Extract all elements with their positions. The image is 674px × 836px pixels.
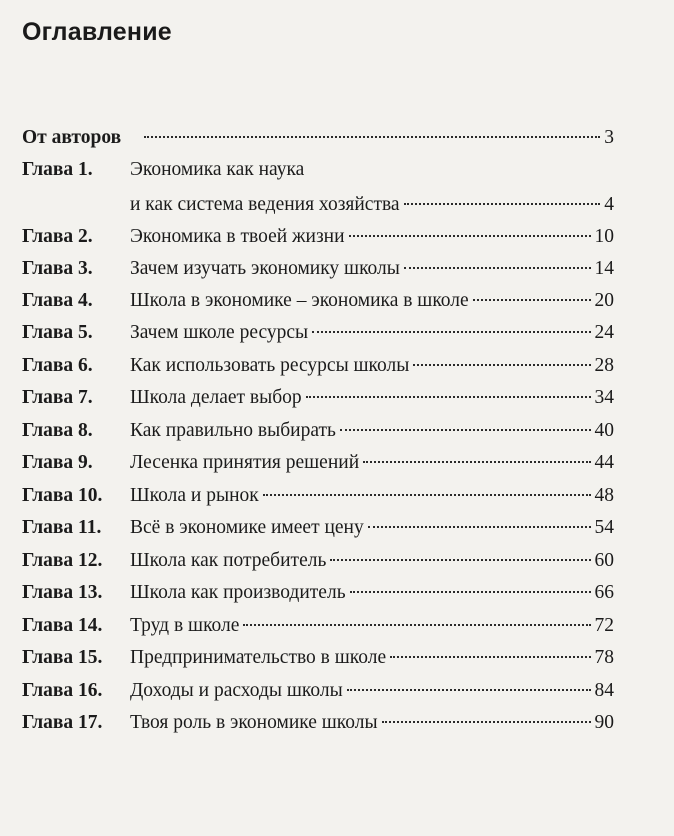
dot-leader	[340, 429, 591, 431]
dot-leader	[349, 235, 591, 237]
toc-entry-title: Школа и рынок	[130, 485, 259, 506]
toc-page-number: 14	[594, 258, 614, 279]
toc-entry-label: Глава 13.	[22, 582, 103, 603]
dot-leader	[368, 526, 591, 528]
toc-page-number: 54	[594, 517, 614, 538]
toc-entry-intro[interactable]	[22, 125, 614, 151]
toc-entry-title: Предпринимательство в школе	[130, 647, 387, 668]
dot-leader	[363, 461, 590, 463]
toc-entry-title: Школа как потребитель	[130, 550, 327, 571]
toc-entry-chapter-3[interactable]	[22, 256, 614, 282]
toc-entry-label: Глава 15.	[22, 647, 103, 668]
toc-entry-label: Глава 16.	[22, 680, 103, 701]
toc-entry-chapter-1[interactable]	[22, 157, 614, 183]
dot-leader	[404, 267, 591, 269]
toc-entry-chapter-14[interactable]	[22, 613, 614, 639]
toc-entry-chapter-9[interactable]	[22, 450, 614, 476]
toc-page-number: 40	[594, 420, 614, 441]
toc-entry-label: Глава 7.	[22, 387, 93, 408]
toc-entry-title: Как правильно выбирать	[130, 420, 336, 441]
toc-entry-chapter-13[interactable]	[22, 580, 614, 606]
toc-entry-title: Твоя роль в экономике школы	[130, 712, 378, 733]
toc-entry-label: Глава 5.	[22, 322, 93, 343]
toc-entry-chapter-6[interactable]	[22, 353, 614, 379]
toc-entry-title: Школа как производитель	[130, 582, 346, 603]
toc-page-number: 84	[594, 680, 614, 701]
toc-entry-label: Глава 3.	[22, 258, 93, 279]
toc-entry-label: Глава 8.	[22, 420, 93, 441]
toc-entry-title: и как система ведения хозяйства	[130, 194, 400, 215]
toc-entry-title: Экономика в твоей жизни	[130, 226, 345, 247]
toc-entry-chapter-17[interactable]	[22, 710, 614, 736]
toc-entry-title: Как использовать ресурсы школы	[130, 355, 410, 376]
dot-leader	[263, 494, 591, 496]
toc-page-number: 10	[594, 226, 614, 247]
toc-entry-label: Глава 17.	[22, 712, 103, 733]
toc-entry-chapter-8[interactable]	[22, 418, 614, 444]
toc-entry-label: Глава 9.	[22, 452, 93, 473]
toc-entry-label: Глава 6.	[22, 355, 93, 376]
toc-entry-label: Глава 12.	[22, 550, 103, 571]
toc-entry-chapter-5[interactable]	[22, 320, 614, 346]
toc-entry-title: Всё в экономике имеет цену	[130, 517, 364, 538]
toc-entry-title: Зачем школе ресурсы	[130, 322, 309, 343]
toc-entry-chapter-10[interactable]	[22, 483, 614, 509]
toc-page-number: 90	[594, 712, 614, 733]
dot-leader	[350, 591, 591, 593]
page-title: Оглавление	[22, 18, 172, 46]
toc-entry-title: Экономика как наука	[130, 159, 305, 180]
toc-entry-title: Зачем изучать экономику школы	[130, 258, 400, 279]
toc-entry-chapter-2[interactable]	[22, 224, 614, 250]
toc-entry-title: Доходы и расходы школы	[130, 680, 343, 701]
dot-leader	[347, 689, 591, 691]
dot-leader	[144, 136, 600, 138]
dot-leader	[382, 721, 591, 723]
toc-entry-title: Школа в экономике – экономика в школе	[130, 290, 469, 311]
toc-page-number: 60	[594, 550, 614, 571]
toc-entry-label: От авторов	[22, 127, 122, 148]
toc-entry-chapter-15[interactable]	[22, 645, 614, 671]
toc-entry-chapter-16[interactable]	[22, 678, 614, 704]
dot-leader	[312, 331, 590, 333]
toc-page-number: 28	[594, 355, 614, 376]
toc-page-number: 44	[594, 452, 614, 473]
toc-entry-label: Глава 2.	[22, 226, 93, 247]
toc-page-number: 20	[594, 290, 614, 311]
toc-entry-chapter-7[interactable]	[22, 385, 614, 411]
toc-entry-title: Труд в школе	[130, 615, 240, 636]
toc-entry-title: Лесенка принятия решений	[130, 452, 360, 473]
toc-page-number: 4	[604, 194, 614, 215]
toc-entry-chapter-4[interactable]	[22, 288, 614, 314]
dot-leader	[413, 364, 590, 366]
toc-entry-title: Школа делает выбор	[130, 387, 302, 408]
toc-entry-chapter-1-continued[interactable]	[22, 192, 614, 218]
toc-page-number: 48	[594, 485, 614, 506]
toc-page-number: 78	[594, 647, 614, 668]
toc-entry-label: Глава 14.	[22, 615, 103, 636]
dot-leader	[330, 559, 590, 561]
dot-leader	[390, 656, 590, 658]
toc-page-number: 3	[604, 127, 614, 148]
toc-page-number: 34	[594, 387, 614, 408]
toc-entry-label: Глава 10.	[22, 485, 103, 506]
toc-entry-chapter-12[interactable]	[22, 548, 614, 574]
toc-entry-chapter-11[interactable]	[22, 515, 614, 541]
dot-leader	[243, 624, 590, 626]
toc-page-number: 72	[594, 615, 614, 636]
dot-leader	[404, 203, 601, 205]
toc-entry-label: Глава 11.	[22, 517, 102, 538]
toc-entry-label: Глава 4.	[22, 290, 93, 311]
dot-leader	[473, 299, 591, 301]
toc-page-number: 24	[594, 322, 614, 343]
dot-leader	[306, 396, 591, 398]
toc-page-number: 66	[594, 582, 614, 603]
toc-entry-label: Глава 1.	[22, 159, 93, 180]
